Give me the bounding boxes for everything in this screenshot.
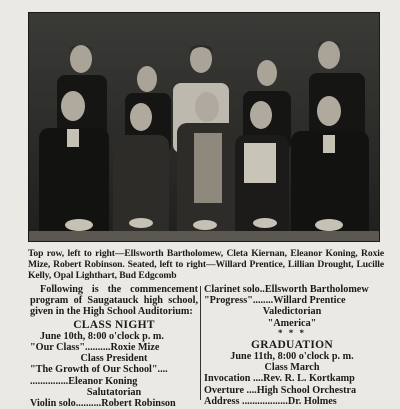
- program-line: Overture ....High School Orchestra: [204, 384, 357, 396]
- class-night-heading: CLASS NIGHT: [73, 318, 155, 331]
- class-photo: [28, 12, 380, 242]
- program-line: "Our Class"..........Roxie Mize: [30, 342, 160, 354]
- program-line: Address ..................Dr. Holmes: [204, 395, 337, 407]
- program-role: Valedictorian: [262, 306, 322, 318]
- section-separator: * * *: [278, 327, 306, 338]
- program-line: Violin solo..........Robert Robinson: [30, 398, 176, 409]
- class-night-date: June 10th, 8:00 o'clock p. m.: [40, 330, 164, 342]
- graduation-heading: GRADUATION: [250, 338, 333, 351]
- graduation-date: June 11th, 8:00 o'clock p. m.: [230, 351, 354, 363]
- program-role: Salutatorian: [86, 386, 142, 398]
- program-line: Clarinet solo..Ellsworth Bartholomew: [204, 284, 369, 295]
- photo-caption: Top row, left to right—Ellsworth Bartholomew, Cleta Kiernan, Eleanor Koning, Roxie Mize, Robert Robinson. Seated, left to right—Willard Prentice, Lillian Drought, Lucille Kelly, Opal Lighthart, Bud Edgcomb: [28, 248, 384, 281]
- program-line: "Progress"........Willard Prentice: [204, 295, 346, 307]
- program-line: Class March: [264, 362, 320, 374]
- program-line: "The Growth of Our School"....: [30, 364, 168, 376]
- program-line: Invocation ....Rev. R. L. Kortkamp: [204, 373, 355, 385]
- program-right-column: [204, 284, 380, 407]
- program-line: ...............Eleanor Koning: [30, 375, 138, 387]
- program-left-column: [30, 284, 198, 409]
- class-photo-image: [29, 13, 379, 241]
- program-line: "America": [267, 317, 317, 329]
- column-divider: [200, 286, 201, 400]
- program-intro: Following is the commencement program of Saugatauck high school, given in the High School Auditorium:: [30, 284, 198, 318]
- program-role: Class President: [80, 353, 148, 365]
